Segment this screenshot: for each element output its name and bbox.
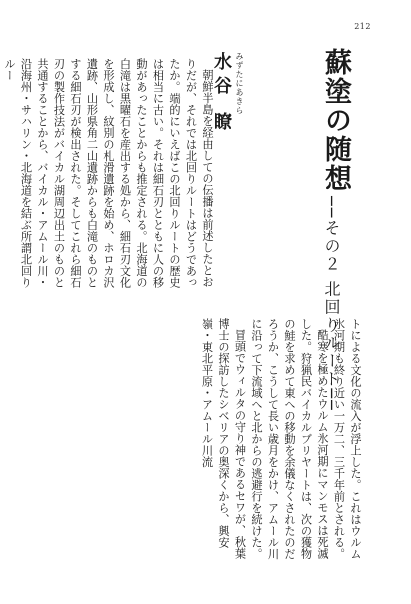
essay-subtitle: ──その２ 北回りルート── <box>322 196 341 412</box>
bottom-text-block <box>53 318 363 566</box>
body-paragraph: 朝鮮半島を経由しての伝播は前述したとおりだが、それでは北回りルートはどうであったか。端的にいえばこの北回りルートの歴史は相当に古い。それは細石刃とともに人の移動があったことからも推定される。北海道の白滝は黒曜石を産出する処から、細石刃文化を形成し、紋別の札滑遺跡を始め、ホロカ沢遺跡、山形県角二山遺跡からも白滝のものとする細石刃が検出された。そしてこれら細石刃の製作技法がバイカル湖周辺出土のものと共通することから、バイカル・アムール川・沿海州・サハリン・北海道を結ぶ所謂北回りルー <box>3 58 214 288</box>
author-reading: みずたにあきら <box>235 52 244 115</box>
page-number: 212 <box>354 22 371 31</box>
essay-title: 蘇塗の随想 <box>320 48 351 193</box>
body-paragraph: 冒頭でウィルタの守り神であるセワが、秋葉博士の探訪したシベリアの奥深くから、興安嶺・東北平原・アムール川流 <box>200 318 247 560</box>
top-text-block <box>3 58 215 298</box>
author-name: 水谷 瞭 <box>211 52 232 137</box>
body-paragraph: 酷寒を極めたウルム氷河期にマンモスは死滅した。狩猟民バイカルブリヤートは、次の獲物の鮭を求めて東への移動を余儀なくされたのだろうか、こうして長い歳月をかけ、アムール川に沿って下流域へと北からの逃避行を続けた。 <box>250 318 329 560</box>
body-paragraph-continued: トによる文化の流入が浮上した。これはウルム氷河期も終り近い一万二、三千年前とされる。 <box>332 318 362 560</box>
